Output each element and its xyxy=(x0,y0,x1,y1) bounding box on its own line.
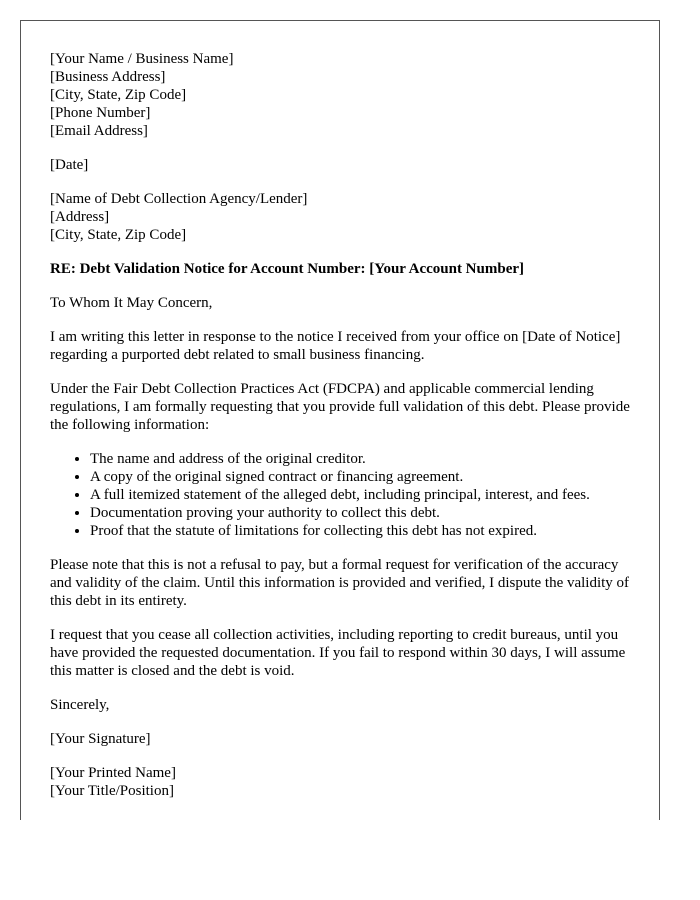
recipient-address: [Address] xyxy=(50,209,110,225)
closing: Sincerely, xyxy=(50,697,110,713)
list-item: • Documentation proving your authority to collect this debt. xyxy=(90,504,640,522)
letter-date: [Date] xyxy=(50,157,89,173)
sender-phone: [Phone Number] xyxy=(50,105,151,121)
recipient-name: [Name of Debt Collection Agency/Lender] xyxy=(50,191,308,207)
paragraph-cease: I request that you cease all collection activities, including reporting to credit bureaus, until you have provided the requested documentation. If you fail to respond within 30 days, I will assume this matter is closed and the debt is void. xyxy=(50,627,626,679)
recipient-block xyxy=(50,190,640,244)
paragraph-request: Under the Fair Debt Collection Practices Act (FDCPA) and applicable commercial lending regulations, I am formally requesting that you provide full validation of this debt. Please provide the following information: xyxy=(50,381,630,433)
letter-content xyxy=(50,50,640,800)
list-item: • A full itemized statement of the alleged debt, including principal, interest, and fees. xyxy=(90,486,640,504)
printed-name: [Your Printed Name] xyxy=(50,765,176,781)
paragraph-dispute: Please note that this is not a refusal to pay, but a formal request for verification of the accuracy and validity of the claim. Until this information is provided and verified, I dispute the validity of this debt in its entirety. xyxy=(50,557,630,609)
sender-email: [Email Address] xyxy=(50,123,148,139)
list-item: • A copy of the original signed contract or financing agreement. xyxy=(90,468,640,486)
letter-page xyxy=(20,20,660,820)
sender-block xyxy=(50,50,640,140)
sender-name: [Your Name / Business Name] xyxy=(50,51,234,67)
list-item: • Proof that the statute of limitations for collecting this debt has not expired. xyxy=(90,522,640,540)
salutation: To Whom It May Concern, xyxy=(50,295,213,311)
list-item: • The name and address of the original creditor. xyxy=(90,450,640,468)
recipient-city: [City, State, Zip Code] xyxy=(50,227,187,243)
sender-address: [Business Address] xyxy=(50,69,166,85)
signature-placeholder: [Your Signature] xyxy=(50,731,151,747)
request-list xyxy=(50,450,640,540)
subject-line: RE: Debt Validation Notice for Account Number: [Your Account Number] xyxy=(50,261,525,277)
signoff-block xyxy=(50,764,640,800)
sender-city: [City, State, Zip Code] xyxy=(50,87,187,103)
paragraph-intro: I am writing this letter in response to the notice I received from your office on [Date of Notice] regarding a purported debt related to small business financing. xyxy=(50,329,621,363)
title-position: [Your Title/Position] xyxy=(50,783,174,799)
